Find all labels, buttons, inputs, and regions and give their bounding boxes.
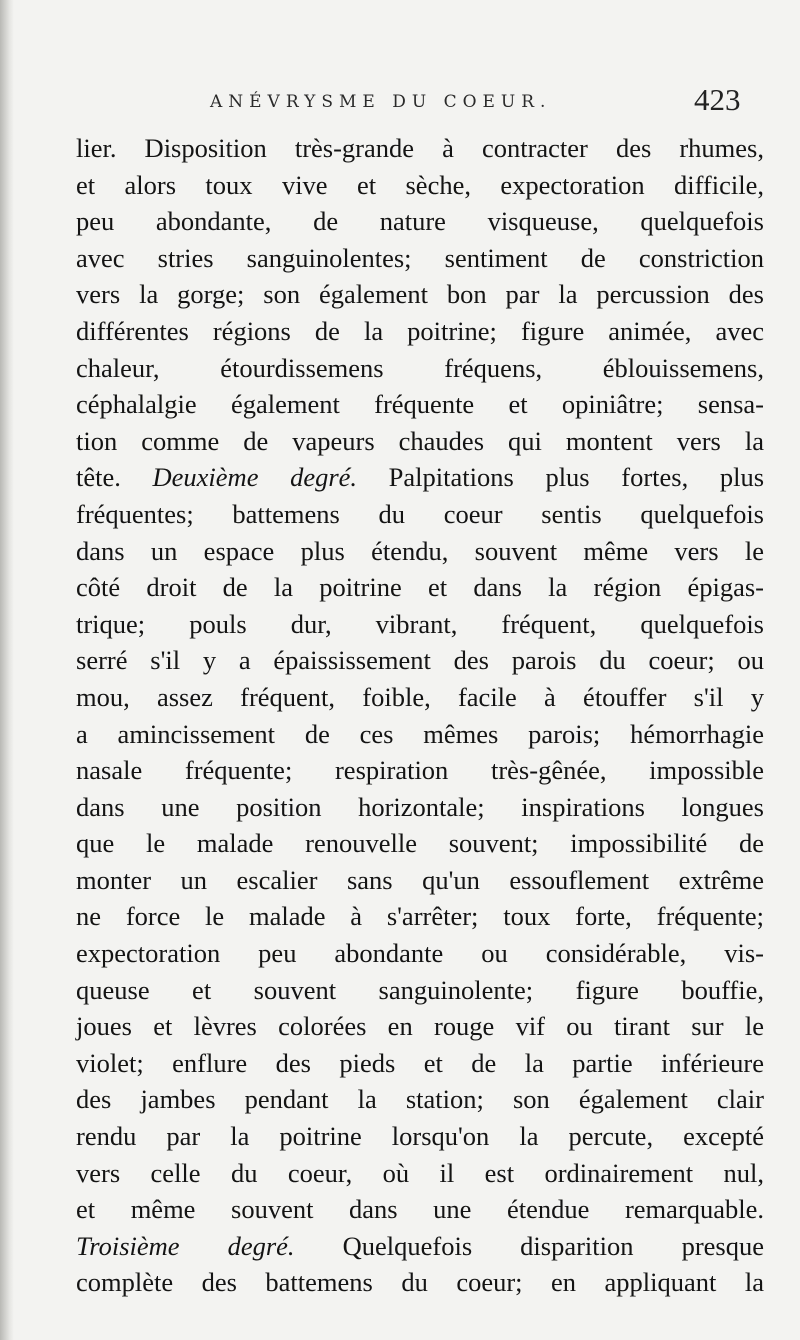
body-text xyxy=(76,130,764,1301)
text-line xyxy=(76,716,764,753)
text-line xyxy=(76,1118,764,1155)
text-line xyxy=(76,1008,764,1045)
text-run: peu abondante, de nature visqueuse, quelquefois xyxy=(76,206,764,237)
text-line xyxy=(76,313,764,350)
text-line xyxy=(76,533,764,570)
text-line xyxy=(76,1228,764,1265)
text-run: rendu par la poitrine lorsqu'on la percute, excepté xyxy=(76,1121,764,1152)
text-line xyxy=(76,1191,764,1228)
text-line xyxy=(76,1081,764,1118)
text-run: que le malade renouvelle souvent; impossibilité de xyxy=(76,828,764,859)
text-run: expectoration peu abondante ou considérable, vis- xyxy=(76,938,764,969)
text-line xyxy=(76,423,764,460)
text-run: nasale fréquente; respiration très-gênée, impossible xyxy=(76,755,764,786)
text-line xyxy=(76,679,764,716)
text-run: différentes régions de la poitrine; figure animée, avec xyxy=(76,315,764,346)
text-line xyxy=(76,789,764,826)
text-line xyxy=(76,862,764,899)
italic-heading: Deuxième degré. xyxy=(152,462,358,493)
text-line xyxy=(76,642,764,679)
text-run: complète des battemens du coeur; en appliquant la xyxy=(76,1267,764,1298)
text-line xyxy=(76,496,764,533)
text-line xyxy=(76,569,764,606)
text-line xyxy=(76,276,764,313)
text-run: lier. Disposition très-grande à contracter des rhumes, xyxy=(76,133,764,163)
text-run: Quelquefois disparition presque xyxy=(294,1230,764,1261)
text-run: monter un escalier sans qu'un essouflement extrême xyxy=(76,864,764,895)
text-line xyxy=(76,606,764,643)
text-run: violet; enflure des pieds et de la partie inférieure xyxy=(76,1047,764,1078)
text-line xyxy=(76,130,764,167)
text-run: avec stries sanguinolentes; sentiment de constriction xyxy=(76,242,764,273)
text-line xyxy=(76,752,764,789)
text-run: dans une position horizontale; inspirations longues xyxy=(76,791,764,822)
text-line xyxy=(76,240,764,277)
text-line xyxy=(76,459,764,496)
text-run: dans un espace plus étendu, souvent même vers le xyxy=(76,535,764,566)
text-line xyxy=(76,167,764,204)
text-line xyxy=(76,972,764,1009)
text-line xyxy=(76,825,764,862)
text-run: serré s'il y a épaississement des parois du coeur; ou xyxy=(76,645,764,676)
text-line xyxy=(76,350,764,387)
text-run: tion comme de vapeurs chaudes qui montent vers la xyxy=(76,425,764,456)
text-run: a amincissement de ces mêmes parois; hémorrhagie xyxy=(76,718,764,749)
text-run: côté droit de la poitrine et dans la région épigas- xyxy=(76,572,764,603)
italic-heading: Troisième degré. xyxy=(76,1230,295,1261)
page-number: 423 xyxy=(694,82,741,117)
text-run: tête. xyxy=(76,462,153,493)
text-run: céphalalgie également fréquente et opiniâtre; sensa- xyxy=(76,389,764,420)
text-run: queuse et souvent sanguinolente; figure bouffie, xyxy=(76,974,764,1005)
text-run: vers celle du coeur, où il est ordinairement nul, xyxy=(76,1157,764,1188)
text-line xyxy=(76,935,764,972)
text-line xyxy=(76,1045,764,1082)
text-line xyxy=(76,203,764,240)
text-run: et même souvent dans une étendue remarquable. xyxy=(76,1194,764,1225)
text-line xyxy=(76,1264,764,1301)
text-run: Palpitations plus fortes, plus xyxy=(357,462,765,493)
text-run: trique; pouls dur, vibrant, fréquent, quelquefois xyxy=(76,608,764,639)
text-run: et alors toux vive et sèche, expectoration difficile, xyxy=(76,169,764,200)
text-run: vers la gorge; son également bon par la percussion des xyxy=(76,279,764,310)
running-title: ANÉVRYSME DU COEUR. xyxy=(210,92,552,112)
text-run: mou, assez fréquent, foible, facile à étouffer s'il y xyxy=(76,681,764,712)
text-line xyxy=(76,1155,764,1192)
text-run: des jambes pendant la station; son également clair xyxy=(76,1084,764,1115)
text-line xyxy=(76,386,764,423)
page-edge-shadow xyxy=(0,0,14,1340)
text-line xyxy=(76,898,764,935)
text-run: joues et lèvres colorées en rouge vif ou tirant sur le xyxy=(76,1011,764,1042)
text-run: ne force le malade à s'arrêter; toux forte, fréquente; xyxy=(76,901,764,932)
text-run: fréquentes; battemens du coeur sentis quelquefois xyxy=(76,498,764,529)
text-run: chaleur, étourdissemens fréquens, éblouissemens, xyxy=(76,352,764,383)
